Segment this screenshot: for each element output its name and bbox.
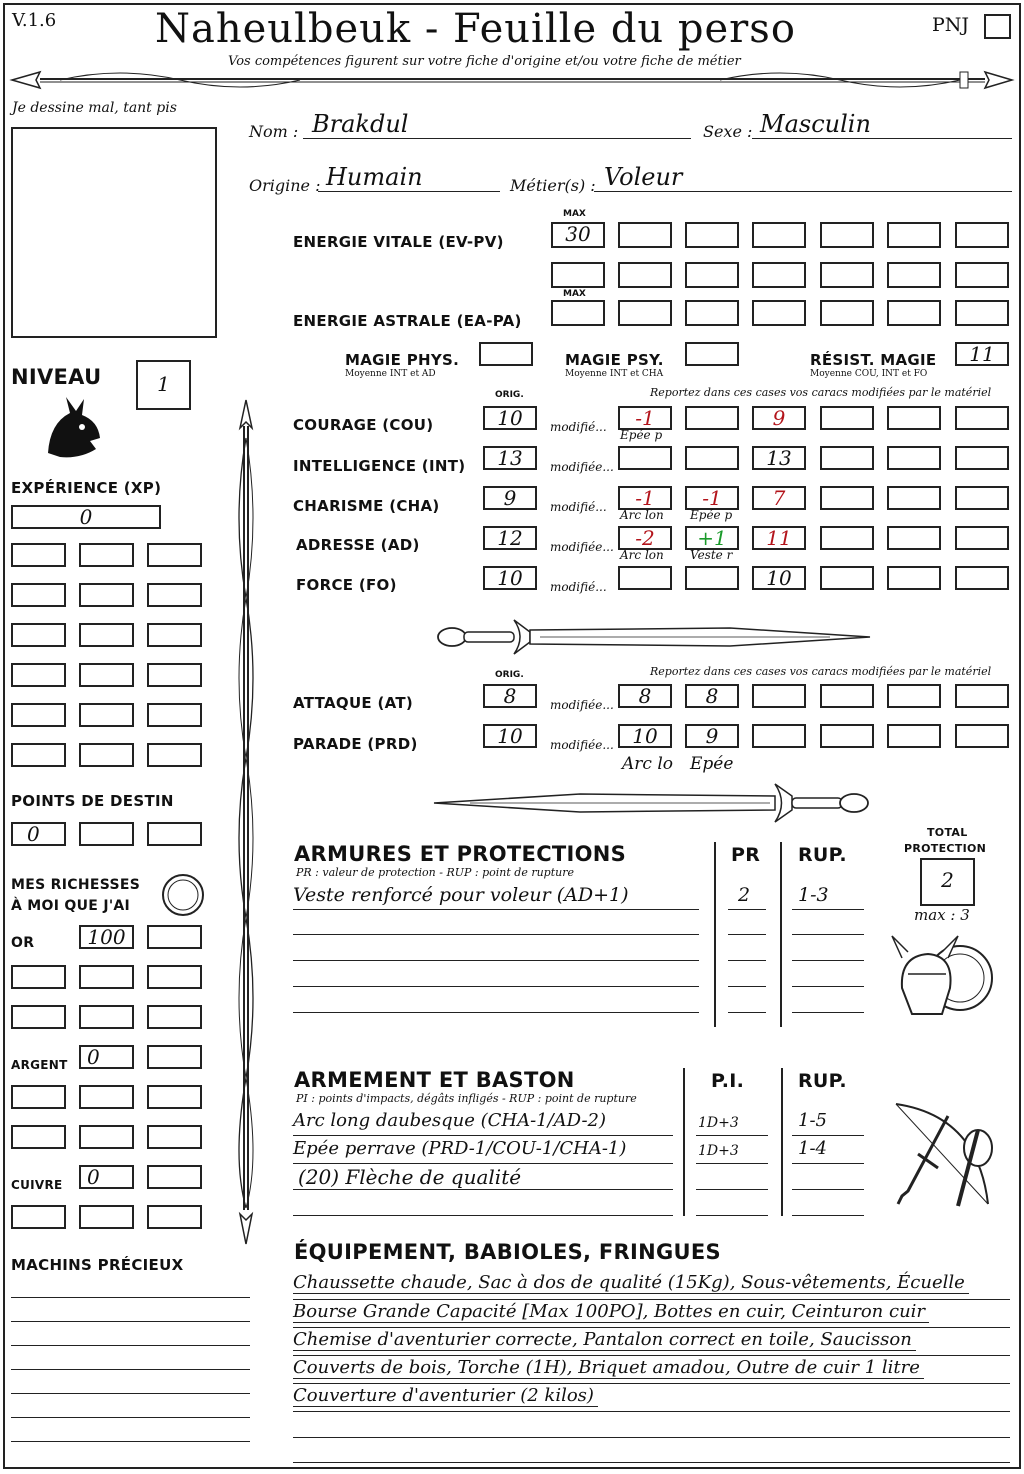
- sexe-line: [752, 138, 1012, 139]
- total-max: max : 3: [914, 906, 970, 924]
- machins-line: [11, 1345, 250, 1346]
- equipment-rule: [293, 1383, 1010, 1384]
- or-label: OR: [11, 935, 35, 951]
- armor-item-pr[interactable]: 2: [738, 884, 751, 906]
- destin-box[interactable]: [11, 822, 66, 846]
- cha-c1-box[interactable]: [618, 486, 672, 510]
- int-c3: 13: [766, 446, 792, 470]
- equipment-rule: [293, 1437, 1010, 1438]
- pnj-label: PNJ: [932, 14, 970, 36]
- fo-label: FORCE (FO): [296, 576, 397, 594]
- dragon-icon: [40, 393, 106, 463]
- cha-c3: 7: [772, 486, 786, 510]
- cuivre-box[interactable]: [79, 1205, 134, 1229]
- modifie-label: modifié...: [550, 500, 607, 514]
- equipment-rule: [293, 1299, 1010, 1300]
- weapon-item-rup[interactable]: 1-5: [798, 1110, 827, 1131]
- or-box[interactable]: [79, 925, 134, 949]
- xp-cell[interactable]: [147, 743, 202, 767]
- weapon-line: [696, 1215, 768, 1216]
- magie-phys-sub: Moyenne INT et AD: [345, 369, 436, 379]
- ev-box[interactable]: [685, 222, 739, 248]
- at-c6-box[interactable]: [955, 684, 1009, 708]
- equipment-line[interactable]: Couverture d'aventurier (2 kilos): [293, 1385, 598, 1407]
- int-c1-box[interactable]: [618, 446, 672, 470]
- weapon-line: [293, 1189, 673, 1190]
- ad-c1-box[interactable]: [618, 526, 672, 550]
- weapons-divider: [683, 1068, 685, 1216]
- ad-c3: 11: [766, 526, 792, 550]
- armor-divider: [714, 842, 716, 1027]
- pnj-checkbox[interactable]: [984, 14, 1011, 39]
- cou-c3: 9: [772, 406, 786, 430]
- weapon-line: [792, 1215, 864, 1216]
- cou-orig: 10: [497, 406, 523, 430]
- prd-c2-box[interactable]: [685, 724, 739, 748]
- modifie-label: modifié...: [550, 580, 607, 594]
- ev-box[interactable]: [887, 262, 941, 288]
- carac-note: Reportez dans ces cases vos caracs modifiées par le matériel: [650, 386, 992, 399]
- or-box[interactable]: [147, 1005, 202, 1029]
- ea-box[interactable]: [685, 300, 739, 326]
- xp-cell[interactable]: [79, 583, 134, 607]
- ad-c2: +1: [697, 526, 727, 550]
- at-c1: 8: [638, 684, 652, 708]
- magie-psy-box[interactable]: [685, 342, 739, 366]
- cha-c4-box[interactable]: [820, 486, 874, 510]
- orig-label: ORIG.: [495, 390, 524, 400]
- ev-box[interactable]: [551, 262, 605, 288]
- armor-line: [792, 1012, 864, 1013]
- armor-pr-label: PR: [731, 844, 761, 866]
- orig-label-combat: ORIG.: [495, 670, 524, 680]
- ad-c1: -2: [635, 526, 655, 550]
- sheet-title: Naheulbeuk - Feuille du perso: [155, 6, 796, 52]
- ev-max-label: MAX: [563, 209, 586, 219]
- cuivre-box[interactable]: [147, 1165, 202, 1189]
- cha-orig-box[interactable]: [483, 486, 537, 510]
- modifie-label: modifié...: [550, 420, 607, 434]
- xp-cell[interactable]: [147, 583, 202, 607]
- armor-line: [792, 909, 864, 910]
- xp-cell[interactable]: [11, 703, 66, 727]
- xp-label: EXPÉRIENCE (XP): [11, 479, 162, 497]
- at-c1-box[interactable]: [618, 684, 672, 708]
- cha-c2-note: Epée p: [690, 508, 733, 522]
- armor-line: [293, 934, 699, 935]
- int-label: INTELLIGENCE (INT): [293, 457, 466, 475]
- weapon-line: [792, 1163, 864, 1164]
- cuivre-box[interactable]: [11, 1205, 66, 1229]
- nom-value[interactable]: Brakdul: [312, 110, 409, 138]
- weapon-line: [293, 1215, 673, 1216]
- ev-box[interactable]: [618, 222, 672, 248]
- machins-line: [11, 1297, 250, 1298]
- fo-orig-box[interactable]: [483, 566, 537, 590]
- argent-box[interactable]: [147, 1125, 202, 1149]
- armor-sub: PR : valeur de protection - RUP : point de rupture: [296, 866, 574, 879]
- weapon-line: [696, 1163, 768, 1164]
- ev-box[interactable]: [618, 262, 672, 288]
- ea-box[interactable]: [752, 300, 806, 326]
- int-c2-box[interactable]: [685, 446, 739, 470]
- equipment-line[interactable]: Chemise d'aventurier correcte, Pantalon correct en toile, Saucisson: [293, 1329, 916, 1351]
- ev-box[interactable]: [685, 262, 739, 288]
- equipment-rule: [293, 1327, 1010, 1328]
- cou-c1: -1: [635, 406, 655, 430]
- or-box[interactable]: [11, 965, 66, 989]
- armor-title: ARMURES ET PROTECTIONS: [294, 842, 627, 866]
- ev-max-box[interactable]: [551, 222, 605, 248]
- or-value: 100: [87, 925, 126, 949]
- armor-line: [728, 934, 766, 935]
- machins-line: [11, 1393, 250, 1394]
- helmet-shield-icon: [888, 928, 998, 1028]
- machins-line: [11, 1417, 250, 1418]
- at-c5-box[interactable]: [887, 684, 941, 708]
- richesses-label-2: À MOI QUE J'AI: [11, 898, 131, 914]
- fo-c2-box[interactable]: [685, 566, 739, 590]
- ad-c2-box[interactable]: [685, 526, 739, 550]
- or-box[interactable]: [147, 925, 202, 949]
- argent-box[interactable]: [79, 1045, 134, 1069]
- int-orig: 13: [497, 446, 523, 470]
- ad-label: ADRESSE (AD): [296, 536, 420, 554]
- prd-label: PARADE (PRD): [293, 735, 418, 753]
- portrait-box[interactable]: [11, 127, 217, 338]
- prd-c6-box[interactable]: [955, 724, 1009, 748]
- total-label-1: TOTAL: [927, 826, 968, 839]
- weapon1-note: Arc lo: [622, 754, 673, 774]
- armor-line: [728, 960, 766, 961]
- machins-label: MACHINS PRÉCIEUX: [11, 1256, 184, 1274]
- weapon-line: [696, 1189, 768, 1190]
- niveau-value: 1: [157, 372, 170, 396]
- argent-box[interactable]: [11, 1085, 66, 1109]
- armor-line: [792, 986, 864, 987]
- magie-psy-sub: Moyenne INT et CHA: [565, 369, 664, 379]
- machins-line: [11, 1441, 250, 1442]
- cou-c1-note: Epée p: [620, 428, 663, 442]
- armor-line: [293, 960, 699, 961]
- destin-box[interactable]: [79, 822, 134, 846]
- equipment-line[interactable]: Chaussette chaude, Sac à dos de qualité (15Kg), Sous-vêtements, Écuelle: [293, 1272, 969, 1294]
- cou-c5-box[interactable]: [887, 406, 941, 430]
- ev-box[interactable]: [820, 262, 874, 288]
- cou-c4-box[interactable]: [820, 406, 874, 430]
- ea-label: ENERGIE ASTRALE (EA-PA): [293, 312, 522, 330]
- int-c6-box[interactable]: [955, 446, 1009, 470]
- at-c4-box[interactable]: [820, 684, 874, 708]
- weapon-line: [293, 1135, 673, 1136]
- cha-orig: 9: [503, 486, 517, 510]
- argent-label: ARGENT: [11, 1058, 68, 1072]
- sword-icon: [430, 778, 875, 828]
- cha-c1-note: Arc lon: [620, 508, 664, 522]
- ad-c3-box[interactable]: [752, 526, 806, 550]
- armor-line: [792, 934, 864, 935]
- spear-divider-icon: [0, 64, 1024, 94]
- modifiee-label: modifiée...: [550, 540, 614, 554]
- cha-c2: -1: [702, 486, 722, 510]
- origine-label: Origine :: [249, 176, 321, 195]
- sheet-subtitle: Vos compétences figurent sur votre fiche d'origine et/ou votre fiche de métier: [228, 54, 741, 69]
- origine-value[interactable]: Humain: [326, 163, 423, 191]
- equipment-line[interactable]: Bourse Grande Capacité [Max 100PO], Bottes en cuir, Ceinturon cuir: [293, 1301, 929, 1323]
- at-orig-box[interactable]: [483, 684, 537, 708]
- xp-cell[interactable]: [11, 583, 66, 607]
- prd-orig-box[interactable]: [483, 724, 537, 748]
- cha-c1: -1: [635, 486, 655, 510]
- weapons-divider: [781, 1068, 783, 1216]
- at-c2: 8: [705, 684, 719, 708]
- destin-value: 0: [27, 822, 40, 846]
- weapons-title: ARMEMENT ET BASTON: [294, 1068, 575, 1092]
- xp-cell[interactable]: [11, 623, 66, 647]
- prd-c5-box[interactable]: [887, 724, 941, 748]
- or-box[interactable]: [147, 965, 202, 989]
- fo-c5-box[interactable]: [887, 566, 941, 590]
- ad-orig: 12: [497, 526, 523, 550]
- sexe-label: Sexe :: [703, 122, 753, 141]
- niveau-box[interactable]: [136, 360, 191, 410]
- xp-value: 0: [79, 505, 93, 529]
- weapon-item-rup[interactable]: 1-4: [798, 1138, 827, 1159]
- metier-line: [594, 191, 1012, 192]
- xp-cell[interactable]: [11, 743, 66, 767]
- argent-box[interactable]: [147, 1085, 202, 1109]
- sword-icon: [430, 612, 875, 662]
- total-protection-box[interactable]: [920, 858, 975, 906]
- cou-orig-box[interactable]: [483, 406, 537, 430]
- ea-max-label: MAX: [563, 289, 586, 299]
- armor-item-rup[interactable]: 1-3: [798, 884, 829, 906]
- int-orig-box[interactable]: [483, 446, 537, 470]
- cha-c5-box[interactable]: [887, 486, 941, 510]
- xp-cell[interactable]: [79, 703, 134, 727]
- equipment-rule: [293, 1411, 1010, 1412]
- ad-c6-box[interactable]: [955, 526, 1009, 550]
- or-box[interactable]: [79, 965, 134, 989]
- xp-cell[interactable]: [79, 623, 134, 647]
- cou-c3-box[interactable]: [752, 406, 806, 430]
- nom-line: [303, 138, 691, 139]
- xp-cell[interactable]: [147, 623, 202, 647]
- xp-cell[interactable]: [11, 543, 66, 567]
- weapon-item-pi[interactable]: 1D+3: [698, 1115, 739, 1131]
- armor-divider: [780, 842, 782, 1027]
- cha-label: CHARISME (CHA): [293, 497, 440, 515]
- magie-psy-label: MAGIE PSY.: [565, 351, 664, 369]
- xp-cell[interactable]: [79, 543, 134, 567]
- cha-c6-box[interactable]: [955, 486, 1009, 510]
- equipment-line[interactable]: Couverts de bois, Torche (1H), Briquet amadou, Outre de cuir 1 litre: [293, 1357, 924, 1379]
- cou-label: COURAGE (COU): [293, 416, 434, 434]
- ev-box[interactable]: [887, 222, 941, 248]
- resist-magie-label: RÉSIST. MAGIE: [810, 351, 937, 369]
- machins-line: [11, 1369, 250, 1370]
- richesses-label-1: MES RICHESSES: [11, 877, 141, 893]
- coin-icon: [160, 872, 206, 918]
- xp-cell[interactable]: [79, 743, 134, 767]
- crossed-weapons-icon: [888, 1096, 1003, 1214]
- ea-box[interactable]: [820, 300, 874, 326]
- prd-c2: 9: [705, 724, 719, 748]
- cuivre-box[interactable]: [147, 1205, 202, 1229]
- xp-cell[interactable]: [147, 703, 202, 727]
- at-label: ATTAQUE (AT): [293, 694, 414, 712]
- cou-c1-box[interactable]: [618, 406, 672, 430]
- fo-orig: 10: [497, 566, 523, 590]
- prd-c4-box[interactable]: [820, 724, 874, 748]
- ea-box[interactable]: [618, 300, 672, 326]
- weapon-item-name[interactable]: Epée perrave (PRD-1/COU-1/CHA-1): [293, 1138, 627, 1159]
- weapons-sub: PI : points d'impacts, dégâts infligés - RUP : point de rupture: [296, 1092, 637, 1105]
- weapons-pi-label: P.I.: [711, 1070, 745, 1092]
- prd-orig: 10: [497, 724, 523, 748]
- int-c3-box[interactable]: [752, 446, 806, 470]
- ad-orig-box[interactable]: [483, 526, 537, 550]
- weapon-item-name[interactable]: Arc long daubesque (CHA-1/AD-2): [293, 1110, 606, 1131]
- destin-label: POINTS DE DESTIN: [11, 792, 174, 810]
- ev-box[interactable]: [955, 222, 1009, 248]
- total-label-2: PROTECTION: [904, 842, 987, 855]
- weapon-line: [696, 1135, 768, 1136]
- nom-label: Nom :: [249, 122, 299, 141]
- resist-magie-box[interactable]: [955, 342, 1009, 366]
- argent-box[interactable]: [79, 1085, 134, 1109]
- ad-c2-note: Veste r: [690, 548, 733, 562]
- at-c3-box[interactable]: [752, 684, 806, 708]
- cou-c6-box[interactable]: [955, 406, 1009, 430]
- cha-c2-box[interactable]: [685, 486, 739, 510]
- total-protection-value: 2: [941, 868, 954, 892]
- prd-c1: 10: [632, 724, 658, 748]
- modifiee-label: modifiée...: [550, 460, 614, 474]
- armor-line: [792, 960, 864, 961]
- weapon-line: [293, 1163, 673, 1164]
- argent-value: 0: [87, 1045, 100, 1069]
- argent-box[interactable]: [147, 1045, 202, 1069]
- cou-c2-box[interactable]: [685, 406, 739, 430]
- cuivre-value: 0: [87, 1165, 100, 1189]
- modifiee-label: modifiée...: [550, 738, 614, 752]
- magie-phys-box[interactable]: [479, 342, 533, 366]
- cuivre-label: CUIVRE: [11, 1178, 63, 1192]
- metier-value[interactable]: Voleur: [604, 163, 683, 191]
- armor-line: [293, 1012, 699, 1013]
- sexe-value[interactable]: Masculin: [760, 110, 871, 138]
- armor-line: [293, 909, 699, 910]
- modifiee-label: modifiée...: [550, 698, 614, 712]
- magie-phys-label: MAGIE PHYS.: [345, 351, 460, 369]
- argent-box[interactable]: [11, 1125, 66, 1149]
- equipment-rule: [293, 1355, 1010, 1356]
- int-c4-box[interactable]: [820, 446, 874, 470]
- metier-label: Métier(s) :: [510, 176, 596, 195]
- weapon-item-pi[interactable]: 1D+3: [698, 1143, 739, 1159]
- machins-line: [11, 1321, 250, 1322]
- resist-magie-sub: Moyenne COU, INT et FO: [810, 369, 928, 379]
- weapon-line: [792, 1189, 864, 1190]
- int-c5-box[interactable]: [887, 446, 941, 470]
- weapon-line: [792, 1135, 864, 1136]
- origine-line: [318, 191, 500, 192]
- prd-c1-box[interactable]: [618, 724, 672, 748]
- or-box[interactable]: [79, 1005, 134, 1029]
- version-label: V.1.6: [12, 10, 57, 31]
- xp-cell[interactable]: [79, 663, 134, 687]
- ad-c1-note: Arc lon: [620, 548, 664, 562]
- cuivre-box[interactable]: [79, 1165, 134, 1189]
- armor-line: [293, 986, 699, 987]
- prd-c3-box[interactable]: [752, 724, 806, 748]
- ev-box[interactable]: [752, 222, 806, 248]
- ea-max-box[interactable]: [551, 300, 605, 326]
- combat-note: Reportez dans ces cases vos caracs modifiées par le matériel: [650, 665, 992, 678]
- argent-box[interactable]: [79, 1125, 134, 1149]
- equipment-rule: [293, 1462, 1010, 1463]
- fo-c6-box[interactable]: [955, 566, 1009, 590]
- armor-rup-label: RUP.: [798, 844, 847, 866]
- armor-line: [728, 909, 766, 910]
- resist-magie-value: 11: [969, 342, 995, 366]
- ea-box[interactable]: [955, 300, 1009, 326]
- fo-c1-box[interactable]: [618, 566, 672, 590]
- or-box[interactable]: [11, 1005, 66, 1029]
- fo-c3: 10: [766, 566, 792, 590]
- ad-c4-box[interactable]: [820, 526, 874, 550]
- ea-box[interactable]: [887, 300, 941, 326]
- ev-box[interactable]: [820, 222, 874, 248]
- equipment-title: ÉQUIPEMENT, BABIOLES, FRINGUES: [294, 1240, 721, 1264]
- at-c2-box[interactable]: [685, 684, 739, 708]
- armor-line: [728, 1012, 766, 1013]
- cha-c3-box[interactable]: [752, 486, 806, 510]
- fo-c3-box[interactable]: [752, 566, 806, 590]
- ev-box[interactable]: [752, 262, 806, 288]
- armor-line: [728, 986, 766, 987]
- fo-c4-box[interactable]: [820, 566, 874, 590]
- ev-max-value: 30: [565, 222, 591, 246]
- weapon2-note: Epée: [690, 754, 734, 774]
- vertical-spear-icon: [228, 398, 264, 1246]
- xp-box[interactable]: [11, 505, 161, 529]
- armor-item-name[interactable]: Veste renforcé pour voleur (AD+1): [293, 884, 629, 906]
- destin-box[interactable]: [147, 822, 202, 846]
- xp-cell[interactable]: [11, 663, 66, 687]
- portrait-label: Je dessine mal, tant pis: [12, 100, 177, 116]
- xp-cell[interactable]: [147, 663, 202, 687]
- ev-label: ENERGIE VITALE (EV-PV): [293, 233, 504, 251]
- ad-c5-box[interactable]: [887, 526, 941, 550]
- weapon-item-name[interactable]: (20) Flèche de qualité: [298, 1165, 522, 1189]
- niveau-label: NIVEAU: [11, 365, 102, 389]
- weapons-rup-label: RUP.: [798, 1070, 847, 1092]
- xp-cell[interactable]: [147, 543, 202, 567]
- at-orig: 8: [503, 684, 517, 708]
- ev-box[interactable]: [955, 262, 1009, 288]
